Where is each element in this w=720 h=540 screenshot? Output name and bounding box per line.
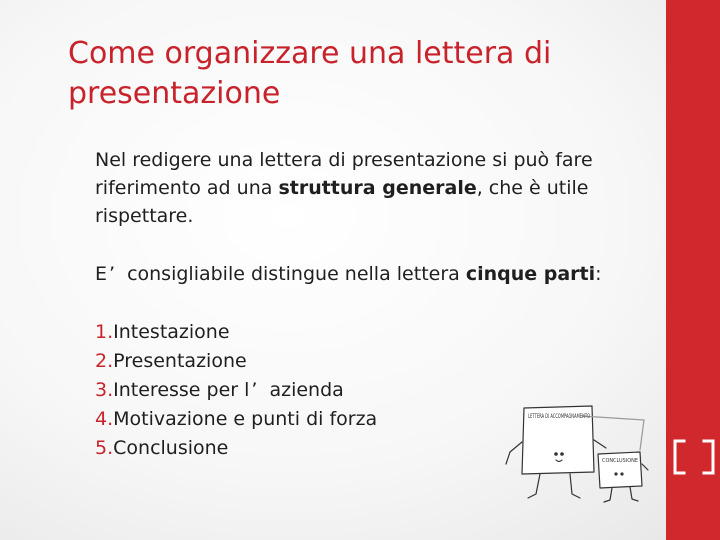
big-letter-text: LETTERA DI ACCOMPAGNAMENTO: [528, 412, 590, 420]
paragraph-parts-apostrophe: ’: [109, 263, 116, 285]
paragraph-parts: [95, 260, 602, 288]
paragraph-parts-letter: E: [95, 263, 108, 285]
list-item: [95, 376, 377, 405]
paragraph-parts-bold: cinque parti: [465, 263, 596, 285]
list-item-text-after: azienda: [269, 379, 344, 401]
list-item: [95, 347, 377, 376]
list-item: [95, 434, 377, 463]
list-item-text: Presentazione: [113, 350, 247, 372]
list-item-text: Motivazione e punti di forza: [113, 408, 378, 430]
paragraph-intro-bold: struttura generale: [278, 177, 477, 199]
list-item-text: Intestazione: [113, 321, 230, 343]
list-item-number: 5.: [95, 437, 114, 459]
list-item-text: Interesse per l: [113, 379, 250, 401]
slide-title: Come organizzare una lettera di presentazione: [68, 36, 552, 111]
list-item-number: 4.: [95, 408, 114, 430]
list-item-text: Conclusione: [113, 437, 229, 459]
small-letter-text: CONCLUSIONE: [602, 458, 639, 464]
list-item-number: 2.: [95, 350, 114, 372]
bracket-frame-icon[interactable]: [672, 438, 716, 476]
cartoon-letters-illustration: [500, 402, 650, 512]
list-item: [95, 405, 377, 434]
paragraph-parts-text-1: consigliabile distingue nella lettera: [127, 263, 466, 285]
list-item: [95, 318, 377, 347]
list-item-apostrophe: ’: [251, 379, 258, 401]
paragraph-intro-text-2: , che è utile rispettare.: [95, 177, 589, 227]
paragraph-intro: [95, 146, 635, 230]
parts-list: [95, 318, 377, 463]
list-item-number: 3.: [95, 379, 114, 401]
paragraph-parts-text-2: :: [595, 263, 602, 285]
paragraph-intro-text-1: Nel redigere una lettera di presentazione si può fare riferimento ad una: [95, 149, 593, 199]
list-item-number: 1.: [95, 321, 114, 343]
